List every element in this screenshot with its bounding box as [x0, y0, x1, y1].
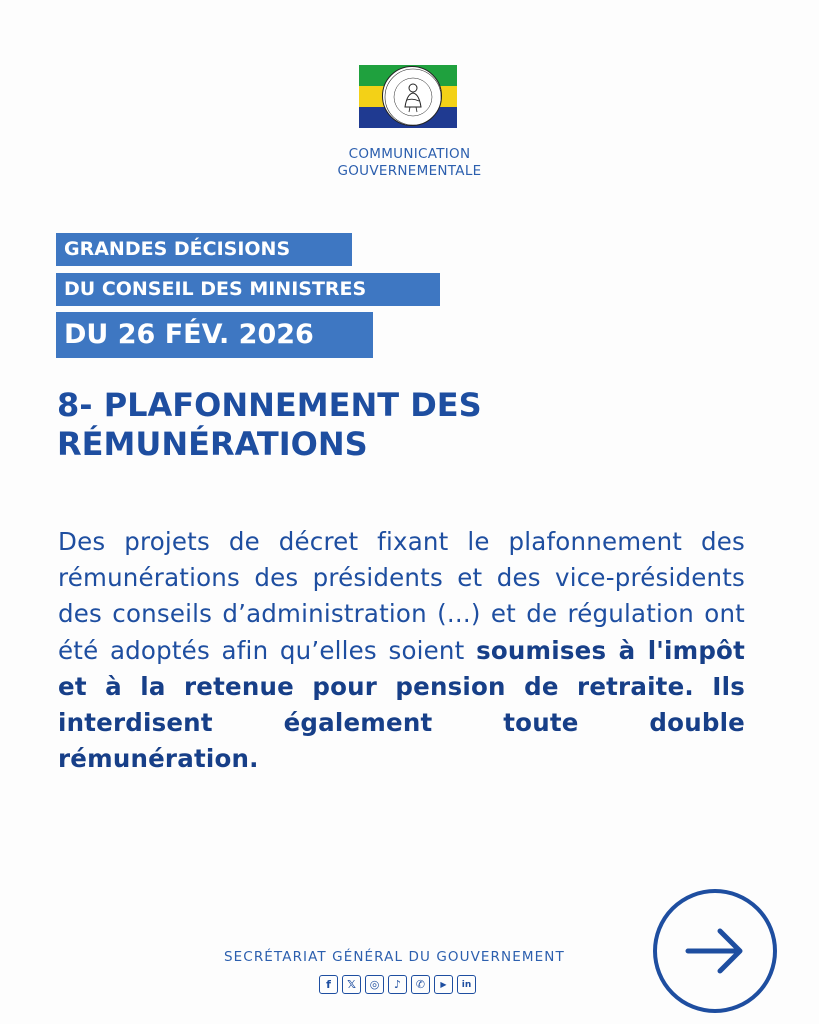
facebook-icon[interactable]: f — [319, 975, 338, 994]
youtube-icon[interactable]: ▶ — [434, 975, 453, 994]
title-line-1: 8- PLAFONNEMENT DES — [57, 386, 482, 424]
instagram-icon[interactable]: ◎ — [365, 975, 384, 994]
seal-figure-icon — [383, 67, 442, 126]
seal-emblem — [382, 66, 442, 126]
header-line-1: COMMUNICATION — [348, 146, 471, 162]
body-regular-text: Des projets de décret fixant le plafonnement des rémunérations des présidents et des vice-présidents des conseils d’administration (...) et de régulation ont été adoptés afin qu’elles soient — [58, 527, 745, 665]
whatsapp-icon[interactable]: ✆ — [411, 975, 430, 994]
tiktok-icon[interactable]: ♪ — [388, 975, 407, 994]
body-bold-text: soumises à l'impôt et à la retenue pour pension de retraite. Ils interdisent également toute double rémunération. — [58, 635, 745, 774]
linkedin-icon[interactable]: in — [457, 975, 476, 994]
x-icon[interactable]: 𝕏 — [342, 975, 361, 994]
title-line-2: RÉMUNÉRATIONS — [57, 425, 368, 463]
decision-title — [57, 386, 777, 464]
footer-org-name: SECRÉTARIAT GÉNÉRAL DU GOUVERNEMENT — [224, 949, 565, 965]
tag-grandes-decisions: GRANDES DÉCISIONS — [56, 233, 352, 266]
arrow-right-icon — [684, 927, 746, 975]
communication-header — [0, 146, 819, 180]
next-slide-button[interactable] — [653, 889, 777, 1013]
gabon-coat-of-arms-logo — [359, 65, 457, 128]
decision-body — [58, 524, 745, 777]
tag-conseil-ministres: DU CONSEIL DES MINISTRES — [56, 273, 440, 306]
header-line-2: GOUVERNEMENTALE — [337, 163, 482, 179]
social-links — [319, 975, 476, 995]
tag-date: DU 26 FÉV. 2026 — [56, 312, 373, 358]
